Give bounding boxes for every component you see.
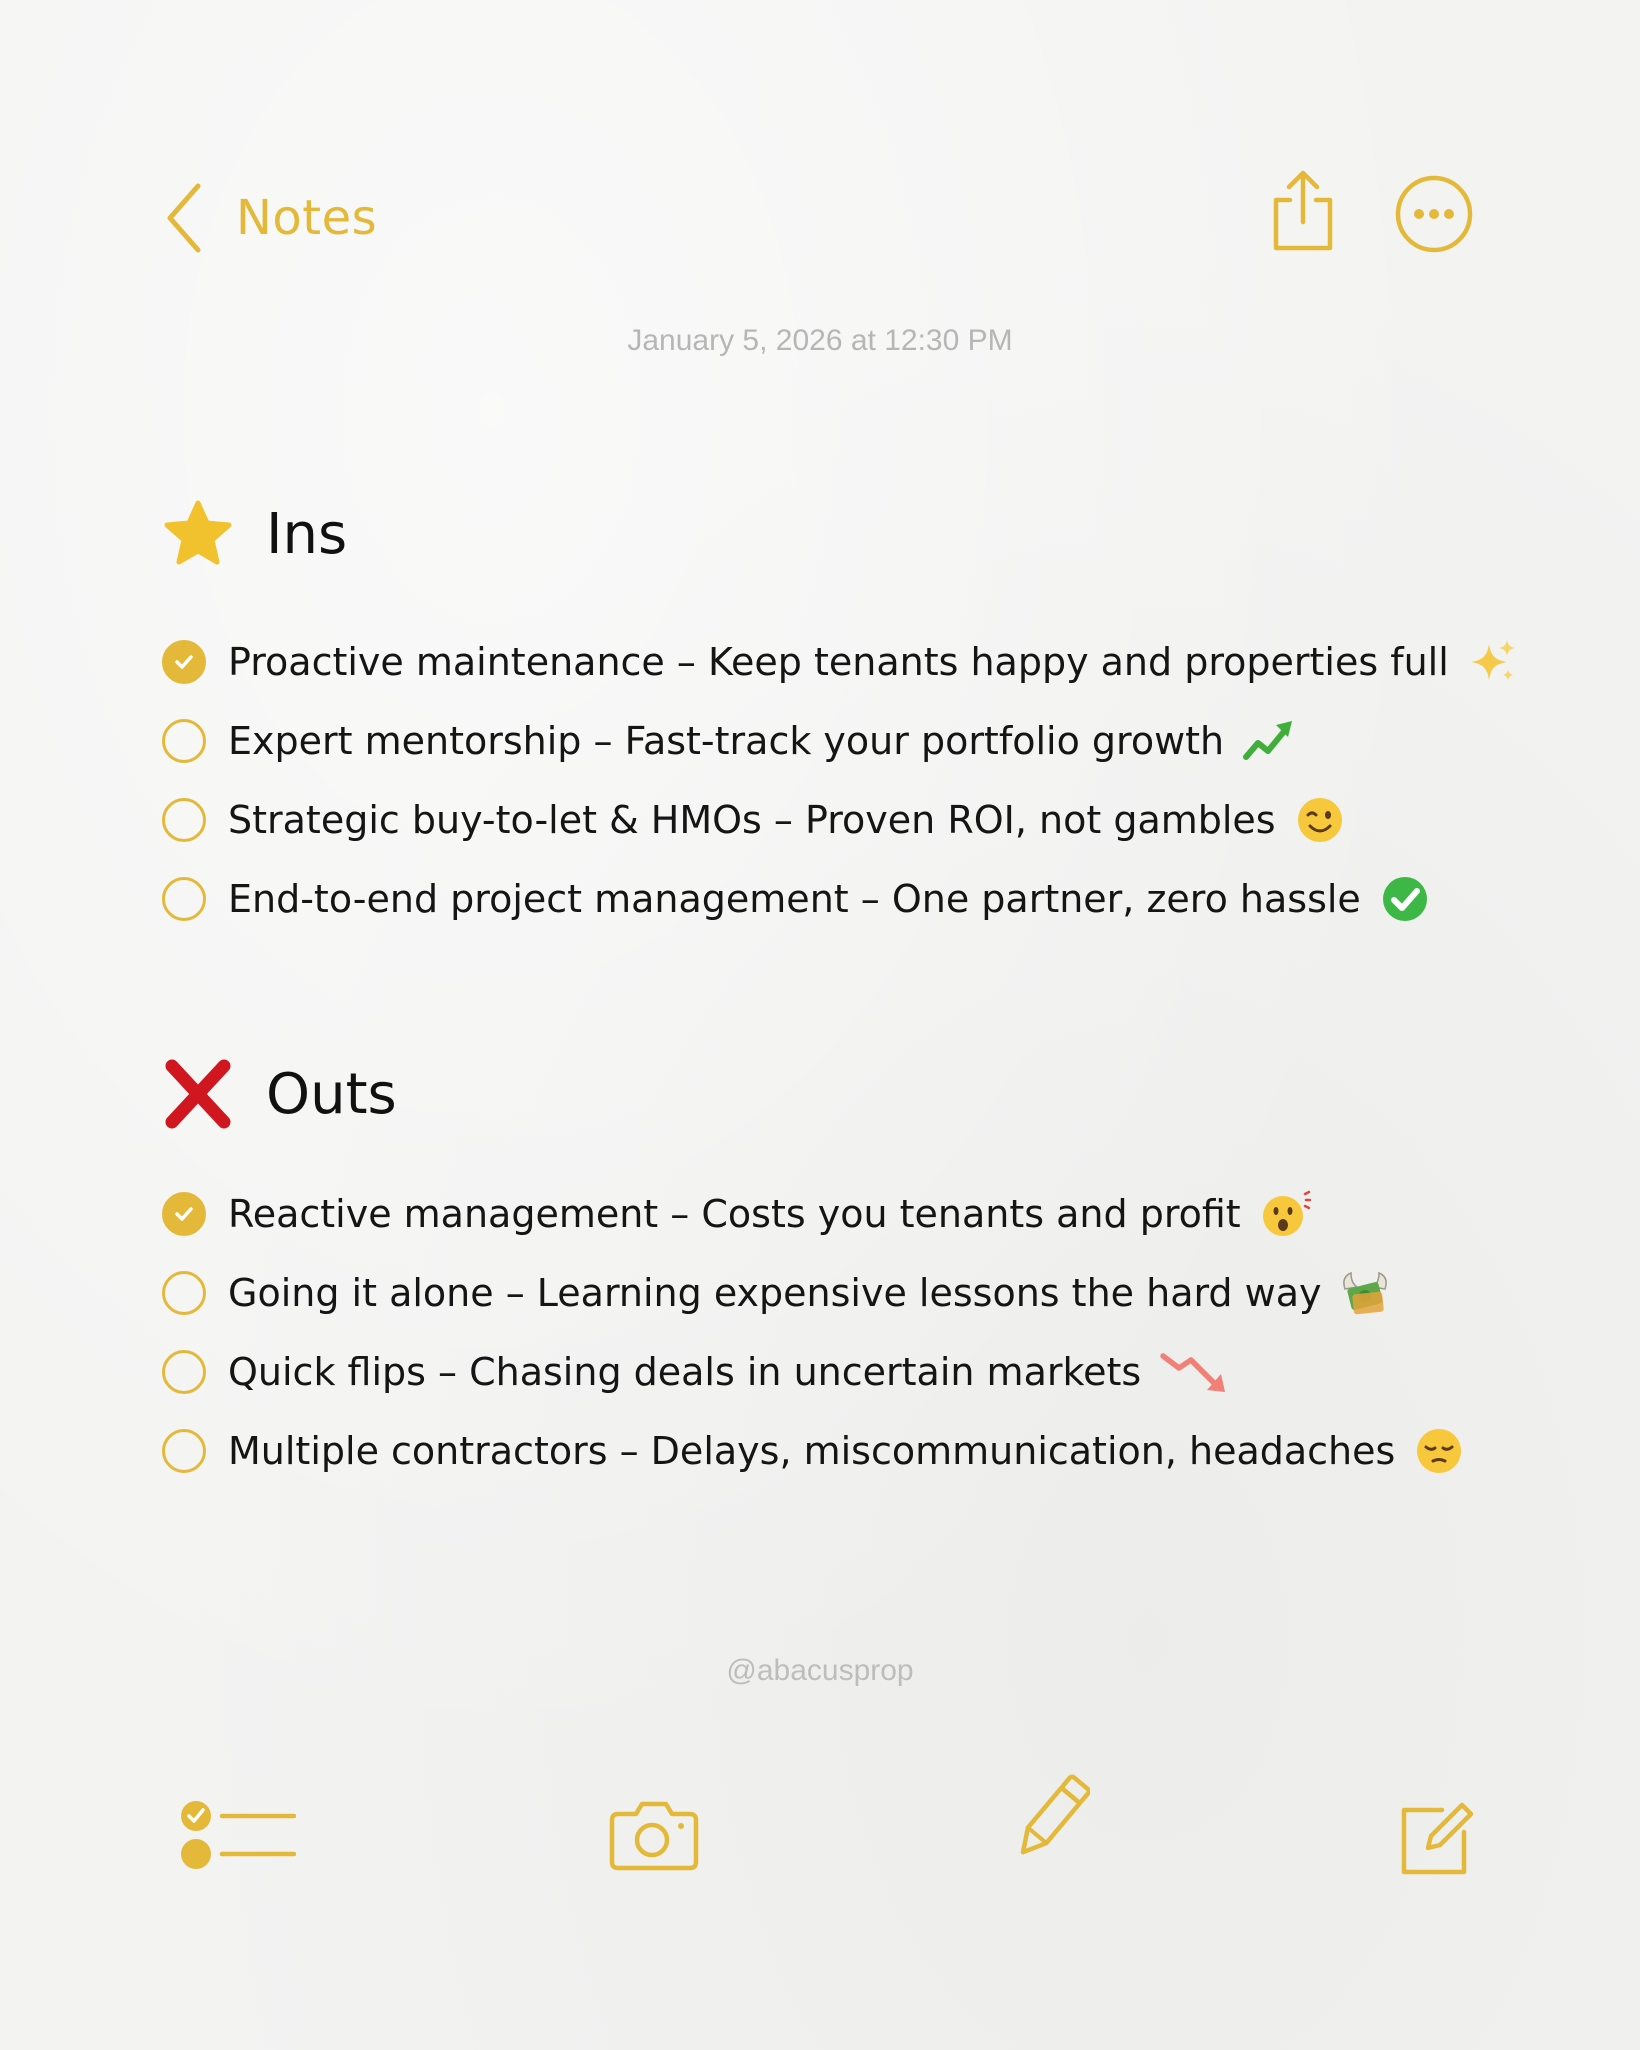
checkbox-unchecked[interactable] bbox=[162, 1350, 206, 1394]
checkbox-unchecked[interactable] bbox=[162, 877, 206, 921]
chart-up-icon bbox=[1242, 715, 1294, 767]
item-text: Expert mentorship – Fast-track your portfolio growth bbox=[228, 718, 1225, 763]
list-item bbox=[162, 859, 1519, 938]
list-item bbox=[162, 1253, 1465, 1332]
checkmark-icon bbox=[171, 1201, 197, 1227]
checkbox-checked[interactable] bbox=[162, 640, 206, 684]
author-handle: @abacusprop bbox=[726, 1654, 914, 1687]
item-text: Strategic buy-to-let & HMOs – Proven ROI, not gambles bbox=[228, 797, 1276, 842]
outs-checklist bbox=[162, 1174, 1465, 1490]
ellipsis-circle-icon bbox=[1394, 174, 1474, 254]
checkbox-checked[interactable] bbox=[162, 1192, 206, 1236]
red-cross-icon bbox=[162, 1058, 234, 1130]
list-item bbox=[162, 622, 1519, 701]
ins-checklist bbox=[162, 622, 1519, 938]
shocked-face-icon bbox=[1259, 1188, 1311, 1240]
section-heading-ins bbox=[162, 498, 347, 570]
compose-icon bbox=[1398, 1800, 1476, 1876]
wink-face-icon bbox=[1294, 794, 1346, 846]
chart-down-icon bbox=[1159, 1346, 1239, 1398]
section-title: Outs bbox=[266, 1061, 397, 1127]
item-text: Quick flips – Chasing deals in uncertain markets bbox=[228, 1349, 1142, 1394]
note-timestamp: January 5, 2026 at 12:30 PM bbox=[627, 324, 1013, 357]
pen-icon bbox=[1010, 1770, 1090, 1870]
share-icon bbox=[1268, 168, 1338, 252]
more-options-button[interactable] bbox=[1394, 174, 1474, 254]
item-text: Going it alone – Learning expensive lessons the hard way bbox=[228, 1270, 1322, 1315]
sparkles-icon bbox=[1467, 636, 1519, 688]
camera-button[interactable] bbox=[608, 1796, 700, 1872]
back-label: Notes bbox=[236, 190, 378, 246]
item-text: Reactive management – Costs you tenants and profit bbox=[228, 1191, 1241, 1236]
checkmark-icon bbox=[171, 649, 197, 675]
checklist-button[interactable] bbox=[176, 1796, 296, 1876]
markup-button[interactable] bbox=[1010, 1770, 1090, 1870]
checkbox-unchecked[interactable] bbox=[162, 719, 206, 763]
back-to-notes-button[interactable] bbox=[162, 180, 377, 256]
checkbox-unchecked[interactable] bbox=[162, 1429, 206, 1473]
section-title: Ins bbox=[266, 501, 348, 567]
pensive-face-icon bbox=[1413, 1425, 1465, 1477]
money-wings-icon bbox=[1339, 1267, 1391, 1319]
list-item bbox=[162, 701, 1519, 780]
list-item bbox=[162, 1332, 1465, 1411]
compose-button[interactable] bbox=[1398, 1800, 1476, 1876]
checklist-icon bbox=[176, 1796, 296, 1876]
camera-icon bbox=[608, 1796, 700, 1872]
checkbox-unchecked[interactable] bbox=[162, 1271, 206, 1315]
green-check-icon bbox=[1379, 873, 1431, 925]
share-button[interactable] bbox=[1268, 168, 1338, 252]
list-item bbox=[162, 780, 1519, 859]
item-text: End-to-end project management – One partner, zero hassle bbox=[228, 876, 1361, 921]
list-item bbox=[162, 1174, 1465, 1253]
star-icon bbox=[162, 498, 234, 570]
item-text: Multiple contractors – Delays, miscommunication, headaches bbox=[228, 1428, 1396, 1473]
checkbox-unchecked[interactable] bbox=[162, 798, 206, 842]
section-heading-outs bbox=[162, 1058, 397, 1130]
item-text: Proactive maintenance – Keep tenants happy and properties full bbox=[228, 639, 1449, 684]
chevron-left-icon bbox=[162, 180, 206, 256]
list-item bbox=[162, 1411, 1465, 1490]
